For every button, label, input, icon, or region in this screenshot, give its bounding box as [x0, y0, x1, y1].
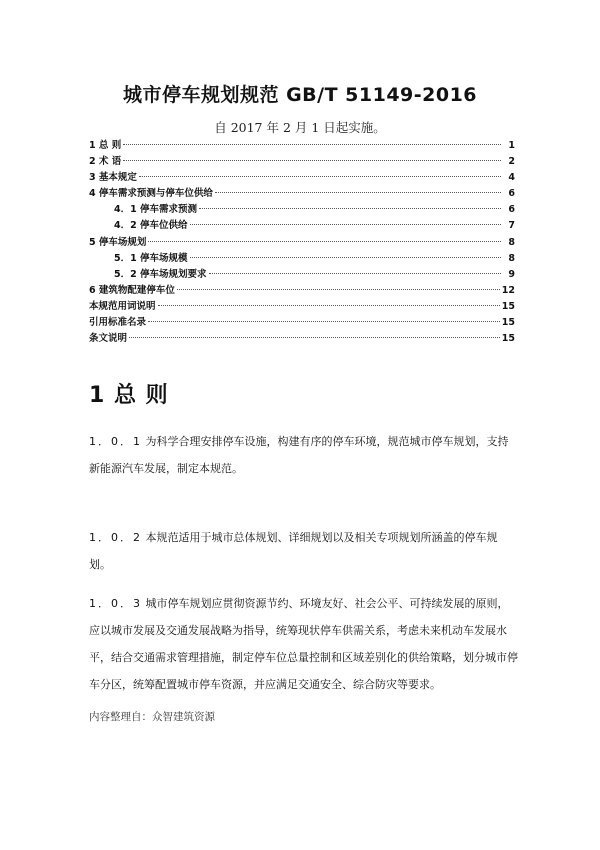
- toc-page-number: 9: [508, 268, 515, 280]
- toc-label: 1 总 则: [89, 140, 122, 151]
- toc-page-number: 1: [508, 140, 515, 151]
- toc-leader: [123, 144, 501, 145]
- document-title: 城市停车规划规范 GB/T 51149-2016: [122, 84, 478, 106]
- toc-entry[interactable]: [89, 299, 515, 315]
- effective-date: 自 2017 年 2 月 1 日起实施。: [214, 120, 386, 135]
- toc-page-number: 6: [508, 204, 515, 216]
- toc-leader: [139, 176, 501, 177]
- clause-number: 1．0．1: [89, 435, 142, 448]
- toc-leader: [148, 241, 501, 242]
- toc-page-number: 6: [508, 188, 515, 200]
- toc-entry[interactable]: [89, 235, 515, 251]
- toc-leader: [199, 208, 501, 209]
- clause-number: 1．0．3: [89, 597, 142, 610]
- toc-leader: [123, 160, 501, 161]
- toc-subentry[interactable]: [89, 267, 515, 283]
- toc-label: 本规范用词说明: [89, 300, 156, 312]
- clause: [89, 524, 519, 578]
- toc-page-number: 8: [508, 236, 515, 248]
- clause: [89, 590, 519, 698]
- table-of-contents: [89, 138, 515, 347]
- toc-subentry[interactable]: [89, 202, 515, 218]
- clause-text: 城市停车规划应贯彻资源节约、环境友好、社会公平、可持续发展的原则，应以城市发展及交通发展战略为指导，统筹现状停车供需关系，考虑未来机动车发展水平，结合交通需求管理措施，制定停车位总量控制和区域差别化的供给策略，划分城市停车分区，统筹配置城市停车资源，并应满足交通安全、综合防灾等要求。: [89, 597, 518, 691]
- toc-label: 引用标准名录: [89, 317, 147, 329]
- toc-leader: [215, 192, 501, 193]
- toc-label: 5．1 停车场规模: [114, 252, 188, 264]
- toc-entry[interactable]: [89, 154, 515, 170]
- toc-page-number: 2: [508, 156, 515, 168]
- clause-text: 本规范适用于城市总体规划、详细规划以及相关专项规划所涵盖的停车规划。: [89, 531, 498, 571]
- clause-text: 为科学合理安排停车设施，构建有序的停车环境，规范城市停车规划，支持新能源汽车发展，制定本规范。: [89, 435, 509, 475]
- toc-label: 条文说明: [89, 333, 128, 345]
- toc-leader: [148, 321, 500, 322]
- toc-page-number: 12: [501, 284, 515, 296]
- toc-label: 5 停车场规划: [89, 236, 147, 248]
- toc-page-number: 8: [508, 252, 515, 264]
- toc-label: 5．2 停车场规划要求: [114, 268, 207, 280]
- toc-page-number: 15: [501, 317, 515, 329]
- toc-leader: [209, 273, 501, 274]
- chapter-heading: 1 总 则: [89, 383, 169, 408]
- source-note: 内容整理自：众智建筑资源: [89, 711, 215, 723]
- toc-entry[interactable]: [89, 170, 515, 186]
- toc-subentry[interactable]: [89, 218, 515, 234]
- clause-number: 1．0．2: [89, 531, 142, 544]
- toc-label: 6 建筑物配建停车位: [89, 284, 175, 296]
- toc-leader: [190, 224, 501, 225]
- toc-entry[interactable]: [89, 186, 515, 202]
- toc-label: 2 术 语: [89, 156, 122, 168]
- toc-page-number: 15: [501, 333, 515, 345]
- toc-page-number: 4: [508, 172, 515, 184]
- toc-label: 4 停车需求预测与停车位供给: [89, 188, 213, 200]
- toc-leader: [190, 257, 501, 258]
- toc-label: 4．2 停车位供给: [114, 220, 188, 232]
- toc-entry[interactable]: [89, 138, 515, 154]
- toc-entry[interactable]: [89, 315, 515, 331]
- toc-subentry[interactable]: [89, 251, 515, 267]
- toc-leader: [158, 305, 500, 306]
- toc-page-number: 7: [508, 220, 515, 232]
- toc-page-number: 15: [501, 300, 515, 312]
- toc-label: 3 基本规定: [89, 172, 137, 184]
- toc-leader: [177, 289, 500, 290]
- toc-leader: [129, 337, 500, 338]
- toc-entry[interactable]: [89, 283, 515, 299]
- toc-label: 4．1 停车需求预测: [114, 204, 198, 216]
- toc-entry[interactable]: [89, 331, 515, 347]
- clause: [89, 428, 519, 482]
